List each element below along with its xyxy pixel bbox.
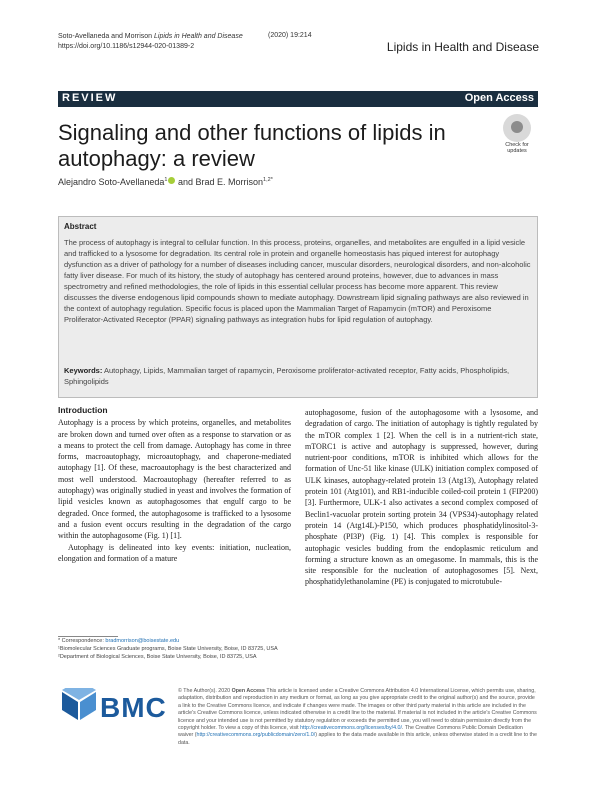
body-column-left	[58, 405, 291, 564]
license-statement: © The Author(s). 2020 Open Access This article is licensed under a Creative Commons Attribution 4.0 International License, which permits use, sharing, adaptation, distribution and reproduction in any medium or format, as long as you give appropriate credit to the original author(s) and the source, provide a link to the Creative Commons licence, and indicate if changes were made. The images or other third party material in this article are included in the article's Creative Commons licence, unless indicated otherwise in a credit line to the material. If material is not included in the article's Creative Commons licence and your intended use is not permitted by statutory regulation or exceeds the permitted use, you will need to obtain permission directly from the copyright holder. To view a copy of this licence, visit http://creativecommons.org/licenses/by/4.0/. The Creative Commons Public Domain Dedication waiver (http://creativecommons.org/publicdomain/zero/1.0/) applies to the data made available in this article, unless otherwise stated in a credit line to the data.	[178, 688, 537, 746]
bmc-logo-icon	[60, 688, 98, 722]
article-title: Signaling and other functions of lipids in autophagy: a review	[58, 120, 446, 171]
footnotes	[58, 637, 283, 661]
header-authors: Soto-Avellaneda and Morrison	[58, 33, 153, 40]
keywords	[64, 365, 532, 387]
author-1[interactable]: Alejandro Soto-Avellaneda	[58, 177, 165, 187]
body-paragraph: Autophagy is delineated into key events: initiation, nucleation, elongation and formation of a mature	[58, 542, 291, 563]
crossmark-line2: updates	[507, 148, 527, 154]
article-type-label: REVIEW	[62, 92, 118, 104]
header-year: (2020) 19:214	[268, 32, 312, 39]
open-access-label: Open Access	[464, 92, 534, 104]
license-link[interactable]: http://creativecommons.org/licenses/by/4.0/	[300, 725, 402, 732]
article-type-banner	[58, 91, 538, 107]
license-open-access: Open Access	[231, 688, 265, 694]
abstract-box	[58, 216, 538, 398]
affiliation-1: ¹Biomolecular Sciences Graduate programs, Boise State University, Boise, ID 83725, USA	[58, 646, 278, 652]
crossmark-icon	[503, 114, 531, 142]
public-domain-link[interactable]: http://creativecommons.org/publicdomain/zero/1.0/	[196, 732, 316, 739]
affiliation-2: ²Department of Biological Sciences, Boise State University, Boise, ID 83725, USA	[58, 654, 257, 660]
keywords-label: Keywords:	[64, 366, 103, 375]
author-2-affil: 1,2*	[263, 177, 273, 183]
header-journal: Lipids in Health and Disease	[154, 33, 243, 40]
author-separator: and	[175, 177, 196, 187]
author-list	[58, 177, 273, 187]
doi-link[interactable]: https://doi.org/10.1186/s12944-020-01389-2	[58, 42, 195, 50]
check-for-updates-badge[interactable]	[498, 114, 536, 156]
bmc-logo	[60, 688, 167, 728]
author-2[interactable]: Brad E. Morrison	[195, 177, 264, 187]
correspondence-label: * Correspondence:	[58, 638, 106, 644]
body-paragraph: autophagosome, fusion of the autophagosome with a lysosome, and degradation of cargo. The initiation of autophagy is tightly regulated by the mTOR complex 1 [2]. When the cell is in a nutrient-rich state, mTORC1 is active and autophagy is suppressed, however, during nutrient-poor conditions, mTOR is inhibited which allows for the formation of Unc-51 like kinase (ULK) initiation complex composed of ULK kinases, autophagy-related protein 13 (Atg13), Autophagy related protein 101 (Atg101), and RB1-inducible coiled-coil protein 1 (FIP200) [3]. Furthermore, ULK-1 also activates a second complex composed of Beclin1-vacuolar protein sorting protein 34 (VPS34)-autophagy related protein 14 (Atg14L)-P150, which produces phosphatidylinositol-3-phosphate (PI3P) (Fig. 1) [4]. This complex is responsible for autophagic vesicles budding from the endoplasmic reticulum and forming a structure known as an omegasome. In mammals, this is the site responsible for the nucleation of autophagosomes [5]. Next, phosphatidylethanolamine (PE) is conjugated to microtubule-	[305, 408, 538, 587]
crossmark-line1: Check for	[505, 142, 529, 148]
abstract-text: The process of autophagy is integral to cellular function. In this process, proteins, organelles, and metabolites are engulfed in a lipid vesicle and trafficked to a lysosome for degradation. Its central role in protein and organelle homeostasis has piqued interest for autophagy dysfunction as a driver of pathology for a number of diseases including cancer, muscular disorders, neurological disorders, and non-alcoholic fatty liver disease. For much of its history, the study of autophagy has centered around proteins, however, due to advances in mass spectrometry and refined methodologies, the role of lipids in this essential cellular process has become more apparent. This review discusses the diverse endogenous lipid compounds shown to mediate autophagy. Downstream lipid signaling pathways are also reviewed in the context of autophagy regulation. Specific focus is placed upon the Mammalian Target of Rapamycin (mTOR) and Peroxisome Proliferator-Activated Receptor (PPAR) signaling pathways as integration hubs for lipid regulation of autophagy.	[64, 238, 531, 324]
abstract-heading: Abstract	[64, 222, 97, 231]
body-paragraph: Autophagy is a process by which proteins, organelles, and metabolites are broken down and turned over often as a response to starvation or as a means to protect the cell from damage. Autophagy has come in three forms, macroautophagy, microautophagy, and chaperone-mediated autophagy [1]. Of these, macroautophagy is the best characterized and most well understood. Macroautophagy (hereafter referred to as autophagy) was originally studied in yeast and involves the formation of lipid vesicles known as autophagosomes that engulf cargo to be degraded. Once formed, the autophagosome is trafficked to a lysosome and a fusion event occurs resulting in the degradation of the cargo within the autophagosome (Fig. 1) [1].	[58, 418, 291, 541]
bmc-logo-text: BMC	[100, 692, 167, 723]
correspondence-email[interactable]: bradmorrison@boisestate.edu	[105, 638, 180, 644]
journal-name: Lipids in Health and Disease	[386, 40, 539, 54]
running-header	[58, 32, 243, 51]
author-1-affil: 1	[164, 177, 168, 183]
body-column-right	[305, 407, 538, 588]
section-heading-introduction: Introduction	[58, 405, 108, 415]
keywords-list: Autophagy, Lipids, Mammalian target of rapamycin, Peroxisome proliferator-activated receptor, Fatty acids, Phospholipids, Sphingolipids	[64, 366, 510, 386]
